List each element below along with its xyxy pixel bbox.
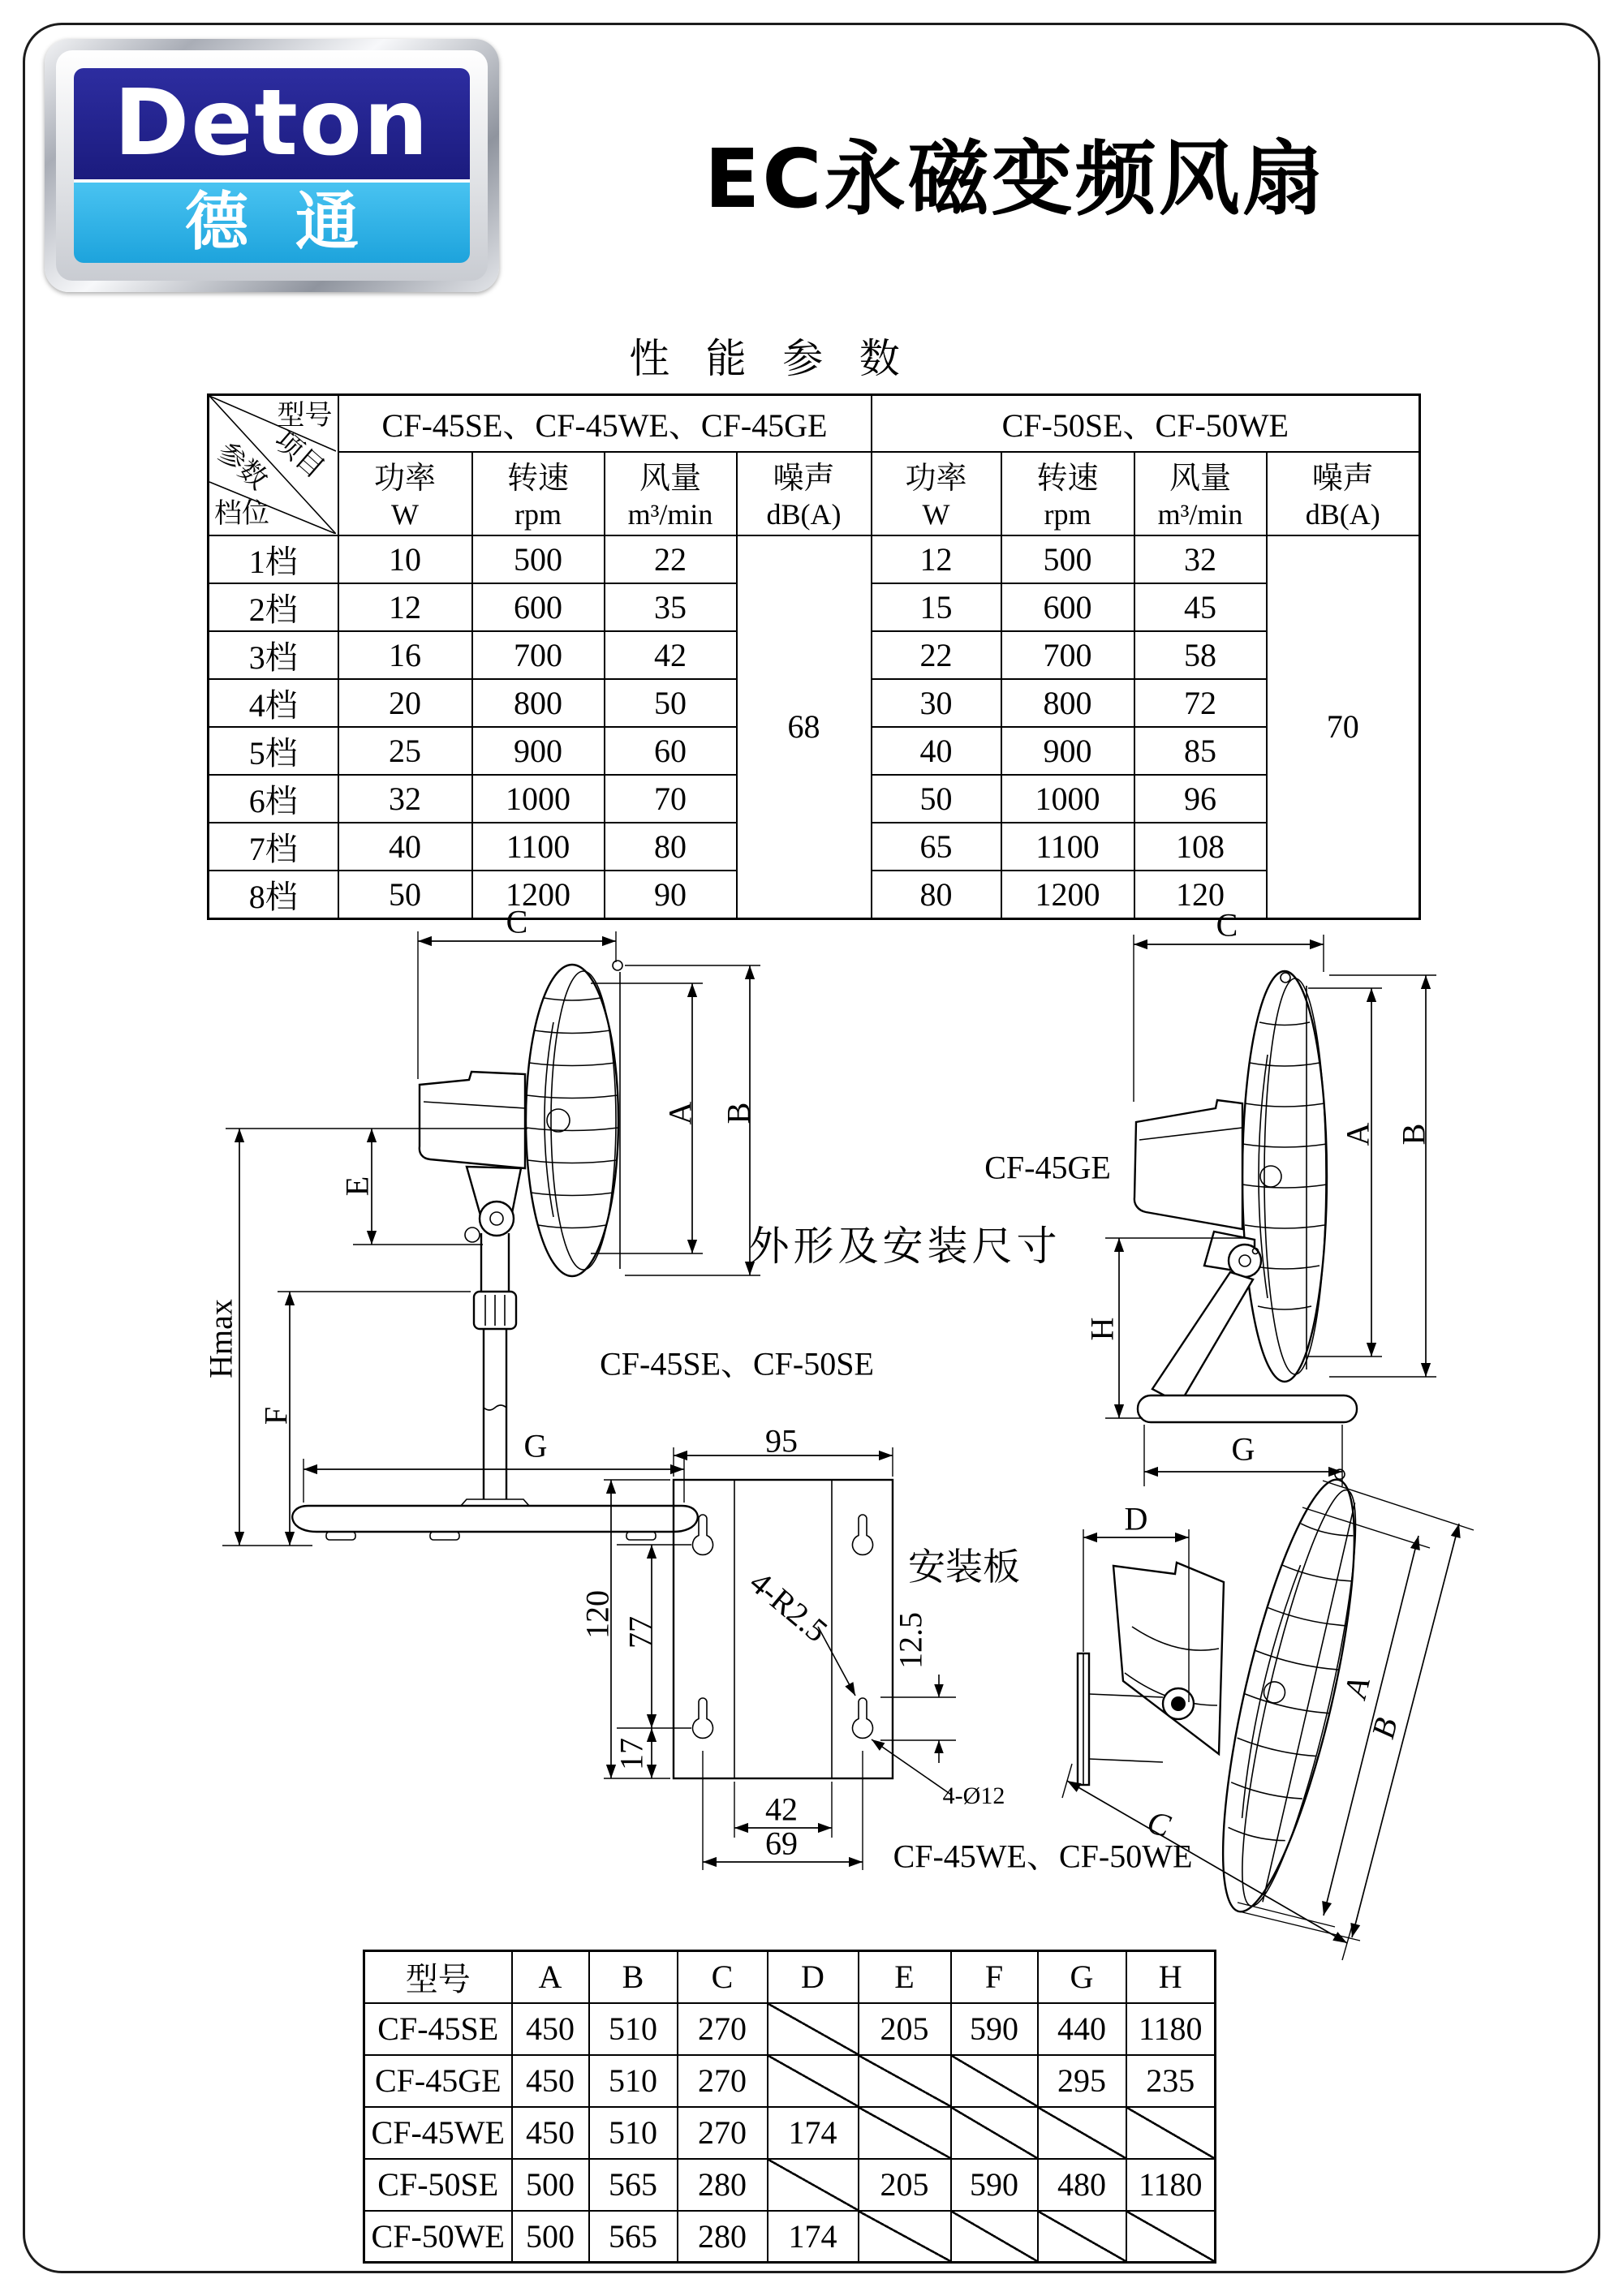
col-header-unit: m³/min	[1157, 497, 1243, 531]
value-cell: 15	[872, 583, 1001, 631]
value-cell: 280	[678, 2211, 768, 2263]
logo-brand-cn: 德通	[184, 187, 406, 258]
empty-cell	[768, 2003, 859, 2055]
value-cell: 700	[1001, 631, 1134, 679]
value-cell: 85	[1134, 727, 1267, 775]
stand-dim-a: A	[661, 1101, 699, 1125]
empty-cell	[768, 2055, 859, 2107]
perf-row	[209, 535, 1420, 583]
value-cell: 450	[512, 2055, 589, 2107]
empty-cell	[1038, 2211, 1126, 2263]
value-cell: 60	[605, 727, 737, 775]
col-header-airflow	[1134, 452, 1267, 535]
perf-header-models	[209, 395, 1420, 452]
motor-housing	[1134, 1100, 1242, 1229]
model-cell: CF-50SE	[364, 2159, 512, 2211]
value-cell: 280	[678, 2159, 768, 2211]
gear-cell: 3档	[209, 631, 338, 679]
empty-cell	[951, 2107, 1038, 2159]
value-cell: 35	[605, 583, 737, 631]
corner-label-model: 型号	[277, 401, 333, 431]
motor-housing	[1113, 1563, 1224, 1754]
col-header-text: 转速	[506, 462, 569, 497]
ge-dim-b: B	[1395, 1123, 1432, 1146]
stand-dim-e: E	[338, 1176, 376, 1197]
value-cell: 590	[951, 2159, 1038, 2211]
value-cell: 500	[1001, 535, 1134, 583]
model-cell: CF-45SE	[364, 2003, 512, 2055]
dims-header: B	[589, 1951, 678, 2003]
corner-label-item: 项目	[268, 425, 330, 484]
fan-guard	[1242, 971, 1327, 1382]
perf-group-50-models: CF-50SE、CF-50WE	[872, 395, 1420, 452]
value-cell: 1200	[472, 871, 605, 919]
value-cell: 590	[951, 2003, 1038, 2055]
empty-cell	[1038, 2107, 1126, 2159]
value-cell: 10	[338, 535, 472, 583]
noise-merged-50: 70	[1267, 535, 1420, 919]
value-cell: 450	[512, 2107, 589, 2159]
ge-fan-drawing	[1055, 884, 1615, 1501]
empty-cell	[859, 2055, 951, 2107]
value-cell: 25	[338, 727, 472, 775]
col-header-text: 噪声	[1311, 462, 1374, 497]
dims-row	[364, 2003, 1216, 2055]
value-cell: 500	[472, 535, 605, 583]
plate-label: 安装板	[908, 1546, 1020, 1588]
dims-header: A	[512, 1951, 589, 2003]
perf-header-columns	[209, 452, 1420, 535]
value-cell: 120	[1134, 871, 1267, 919]
dims-header: F	[951, 1951, 1038, 2003]
stand-dim-b: B	[720, 1102, 757, 1124]
col-header-text: 风量	[639, 462, 701, 497]
dims-header: H	[1126, 1951, 1216, 2003]
col-header-unit: dB(A)	[766, 497, 842, 531]
col-header-unit: dB(A)	[1305, 497, 1380, 531]
pole	[474, 1233, 516, 1499]
wall-model-label: CF-45WE、CF-50WE	[893, 1838, 1193, 1875]
value-cell: 510	[589, 2003, 678, 2055]
col-header-text: 转速	[1036, 462, 1099, 497]
performance-table	[207, 393, 1421, 920]
value-cell: 510	[589, 2055, 678, 2107]
col-header-text: 噪声	[773, 462, 835, 497]
logo-frame	[56, 50, 488, 281]
plate-dim-12-5: 12.5	[892, 1612, 929, 1669]
value-cell: 565	[589, 2211, 678, 2263]
slot-radius-leader	[818, 1627, 855, 1696]
value-cell: 65	[872, 823, 1001, 871]
gear-cell: 1档	[209, 535, 338, 583]
corner-label-param: 参数	[211, 436, 273, 496]
dims-header-model: 型号	[364, 1951, 512, 2003]
value-cell: 12	[872, 535, 1001, 583]
value-cell: 700	[472, 631, 605, 679]
value-cell: 295	[1038, 2055, 1126, 2107]
gear-cell: 8档	[209, 871, 338, 919]
value-cell: 565	[589, 2159, 678, 2211]
fan-guard	[526, 961, 622, 1276]
logo-brand-latin: Deton	[114, 71, 430, 177]
col-header-power	[872, 452, 1001, 535]
value-cell: 1000	[472, 775, 605, 823]
plate-hole-note: 4-Ø12	[942, 1782, 1005, 1809]
col-header-speed	[1001, 452, 1134, 535]
value-cell: 600	[1001, 583, 1134, 631]
stand-model-label: CF-45SE、CF-50SE	[600, 1345, 874, 1382]
ge-dim-c: C	[1216, 906, 1238, 944]
empty-cell	[951, 2211, 1038, 2263]
perf-corner-cell	[209, 395, 338, 535]
col-header-airflow	[605, 452, 737, 535]
empty-cell	[859, 2211, 951, 2263]
dimension-lines	[1062, 1481, 1474, 1960]
dims-header: G	[1038, 1951, 1126, 2003]
col-header-unit: rpm	[1044, 497, 1091, 531]
empty-cell	[768, 2159, 859, 2211]
dims-row	[364, 2055, 1216, 2107]
value-cell: 510	[589, 2107, 678, 2159]
gear-cell: 7档	[209, 823, 338, 871]
value-cell: 235	[1126, 2055, 1216, 2107]
wall-dim-a: A	[1337, 1673, 1377, 1702]
performance-section-title: 性 能 参 数	[629, 336, 913, 381]
dims-row	[364, 2107, 1216, 2159]
value-cell: 20	[338, 679, 472, 727]
logo-panel	[74, 68, 470, 263]
dimensions-table	[363, 1950, 1216, 2264]
empty-cell	[859, 2107, 951, 2159]
dims-row	[364, 2211, 1216, 2263]
gear-cell: 5档	[209, 727, 338, 775]
col-header-noise	[737, 452, 872, 535]
dims-header: E	[859, 1951, 951, 2003]
value-cell: 270	[678, 2107, 768, 2159]
plate-dim-69: 69	[765, 1825, 798, 1862]
gear-cell: 2档	[209, 583, 338, 631]
dims-row	[364, 2159, 1216, 2211]
value-cell: 90	[605, 871, 737, 919]
value-cell: 30	[872, 679, 1001, 727]
plate-dim-77: 77	[622, 1616, 659, 1649]
logo-brand-latin-band	[74, 68, 470, 183]
fan-base	[1138, 1395, 1357, 1422]
corner-label-gear: 档位	[214, 498, 269, 529]
plate-slot-note: 4-R2.5	[743, 1563, 835, 1649]
value-cell: 900	[1001, 727, 1134, 775]
value-cell: 32	[1134, 535, 1267, 583]
value-cell: 50	[605, 679, 737, 727]
value-cell: 45	[1134, 583, 1267, 631]
value-cell: 12	[338, 583, 472, 631]
plate-dim-95: 95	[765, 1422, 798, 1460]
stand-dim-f: F	[257, 1406, 295, 1425]
col-header-text: 功率	[373, 462, 436, 497]
ge-model-label: CF-45GE	[984, 1149, 1111, 1186]
plate-dim-120: 120	[579, 1590, 616, 1639]
col-header-unit: W	[922, 497, 950, 531]
value-cell: 800	[472, 679, 605, 727]
value-cell: 500	[512, 2159, 589, 2211]
wall-dim-d: D	[1124, 1500, 1148, 1537]
value-cell: 440	[1038, 2003, 1126, 2055]
value-cell: 70	[605, 775, 737, 823]
gear-cell: 6档	[209, 775, 338, 823]
empty-cell	[1126, 2211, 1216, 2263]
ge-dim-g: G	[1231, 1430, 1255, 1468]
gear-cell: 4档	[209, 679, 338, 727]
value-cell: 58	[1134, 631, 1267, 679]
value-cell: 40	[338, 823, 472, 871]
col-header-noise	[1267, 452, 1420, 535]
value-cell: 22	[605, 535, 737, 583]
value-cell: 500	[512, 2211, 589, 2263]
page-title: EC永磁变频风扇	[704, 131, 1326, 226]
value-cell: 1100	[472, 823, 605, 871]
perf-group-45-models: CF-45SE、CF-45WE、CF-45GE	[338, 395, 872, 452]
dims-header: D	[768, 1951, 859, 2003]
ge-dim-a: A	[1339, 1122, 1376, 1146]
ge-dim-h: H	[1083, 1317, 1121, 1341]
value-cell: 174	[768, 2107, 859, 2159]
model-cell: CF-45GE	[364, 2055, 512, 2107]
model-cell: CF-50WE	[364, 2211, 512, 2263]
logo-brand-cn-band	[74, 183, 470, 263]
value-cell: 80	[605, 823, 737, 871]
noise-merged-45: 68	[737, 535, 872, 919]
empty-cell	[1126, 2107, 1216, 2159]
value-cell: 96	[1134, 775, 1267, 823]
col-header-unit: rpm	[514, 497, 562, 531]
col-header-unit: m³/min	[627, 497, 713, 531]
col-header-speed	[472, 452, 605, 535]
support-arm	[1152, 1272, 1253, 1404]
value-cell: 450	[512, 2003, 589, 2055]
wall-dim-c: C	[1143, 1803, 1175, 1845]
value-cell: 1200	[1001, 871, 1134, 919]
motor-housing	[420, 1072, 525, 1168]
col-header-unit: W	[391, 497, 419, 531]
col-header-text: 风量	[1169, 462, 1231, 497]
value-cell: 1180	[1126, 2003, 1216, 2055]
value-cell: 800	[1001, 679, 1134, 727]
stand-dim-hmax: Hmax	[202, 1299, 239, 1378]
value-cell: 270	[678, 2003, 768, 2055]
value-cell: 205	[859, 2159, 951, 2211]
blade-edge	[545, 1022, 553, 1217]
value-cell: 40	[872, 727, 1001, 775]
value-cell: 50	[872, 775, 1001, 823]
value-cell: 480	[1038, 2159, 1126, 2211]
col-header-power	[338, 452, 472, 535]
tilt-joint	[465, 1167, 521, 1242]
value-cell: 16	[338, 631, 472, 679]
value-cell: 1000	[1001, 775, 1134, 823]
dims-header: C	[678, 1951, 768, 2003]
plate-dim-42: 42	[765, 1791, 798, 1828]
dims-header-row	[364, 1951, 1216, 2003]
value-cell: 600	[472, 583, 605, 631]
value-cell: 72	[1134, 679, 1267, 727]
value-cell: 205	[859, 2003, 951, 2055]
outline-section-title: 外形及安装尺寸	[748, 1223, 1061, 1269]
model-cell: CF-45WE	[364, 2107, 512, 2159]
value-cell: 108	[1134, 823, 1267, 871]
value-cell: 80	[872, 871, 1001, 919]
value-cell: 270	[678, 2055, 768, 2107]
value-cell: 32	[338, 775, 472, 823]
plate-dim-17: 17	[613, 1738, 650, 1770]
value-cell: 1100	[1001, 823, 1134, 871]
stand-dim-g: G	[523, 1427, 548, 1464]
value-cell: 50	[338, 871, 472, 919]
stand-dim-c: C	[506, 903, 528, 940]
value-cell: 42	[605, 631, 737, 679]
value-cell: 22	[872, 631, 1001, 679]
deton-logo	[45, 39, 499, 292]
value-cell: 174	[768, 2211, 859, 2263]
col-header-text: 功率	[905, 462, 967, 497]
wall-dim-b: B	[1364, 1713, 1405, 1743]
empty-cell	[951, 2055, 1038, 2107]
value-cell: 900	[472, 727, 605, 775]
value-cell: 1180	[1126, 2159, 1216, 2211]
